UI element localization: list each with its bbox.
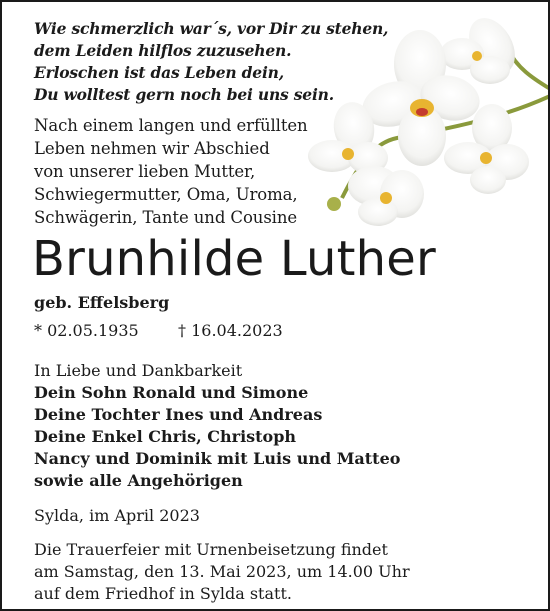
intro-line: von unserer lieben Mutter, [34,162,256,181]
place-date: Sylda, im April 2023 [34,506,200,525]
mourner-line: Dein Sohn Ronald und Simone [34,383,309,402]
funeral-line: auf dem Friedhof in Sylda statt. [34,584,292,603]
mourner-line: Nancy und Dominik mit Luis und Matteo [34,449,401,468]
white-orchid-icon [302,8,550,230]
poem-line: Erloschen ist das Leben dein, [34,63,284,82]
intro-line: Schwägerin, Tante und Cousine [34,208,298,227]
mourner-line: Deine Enkel Chris, Christoph [34,427,297,446]
orchid-flower [348,166,424,226]
funeral-line: Die Trauerfeier mit Urnenbeisetzung findet [34,540,388,559]
intro-line: Leben nehmen wir Abschied [34,139,270,158]
funeral-line: am Samstag, den 13. Mai 2023, um 14.00 Uhr [34,562,410,581]
intro-line: Schwiegermutter, Oma, Uroma, [34,185,298,204]
maiden-name: geb. Effelsberg [34,293,170,312]
mourners-list [34,360,514,492]
intro-line: Nach einem langen und erfüllten [34,116,308,135]
birth-date: * 02.05.1935 [34,321,139,340]
mourners-intro: In Liebe und Dankbarkeit [34,361,243,380]
poem-line: dem Leiden hilflos zuzusehen. [34,41,292,60]
death-date: † 16.04.2023 [178,321,283,340]
orchid-flower [440,10,524,84]
mourner-line: Deine Tochter Ines und Andreas [34,405,323,424]
deceased-name: Brunhilde Luther [32,231,436,287]
funeral-info [34,539,514,605]
life-dates [34,320,283,342]
poem-line: Du wolltest gern noch bei uns sein. [34,85,334,104]
mourner-line: sowie alle Angehörigen [34,471,243,490]
intro-text [34,114,334,229]
poem-line: Wie schmerzlich war´s, vor Dir zu stehen, [34,19,389,38]
